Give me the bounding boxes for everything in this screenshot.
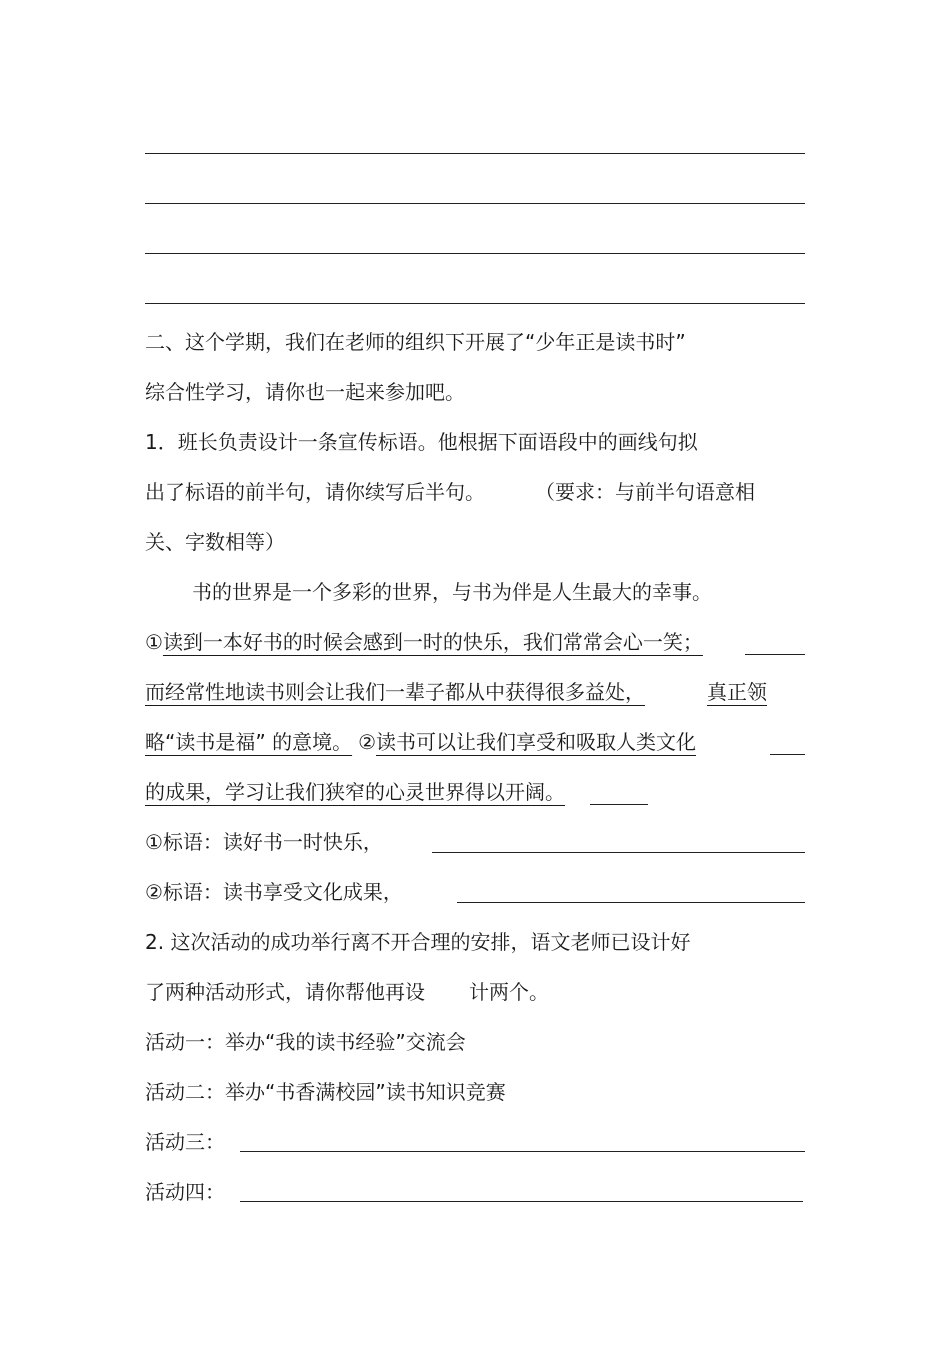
question-2-text bbox=[145, 980, 549, 1004]
underlined-sentence-1: 真正领 bbox=[707, 680, 767, 704]
answer-line[interactable] bbox=[145, 153, 805, 154]
section-two-intro: 二、这个学期，我们在老师的组织下开展了“少年正是读书时” bbox=[145, 330, 686, 354]
slogan-2-label: ②标语：读书享受文化成果， bbox=[145, 880, 403, 904]
question-2-text-part: 了两种活动形式，请你帮他再设 bbox=[145, 980, 425, 1004]
underlined-sentence-1: 略“读书是福” 的意境。 bbox=[145, 730, 353, 754]
answer-line[interactable] bbox=[145, 303, 805, 304]
activity-4-label: 活动四： bbox=[145, 1180, 225, 1204]
activity-3-label: 活动三： bbox=[145, 1130, 225, 1154]
passage-lead: 书的世界是一个多彩的世界，与书为伴是人生最大的幸事。 bbox=[192, 580, 712, 604]
activity-4-answer-line[interactable] bbox=[240, 1201, 803, 1202]
underlined-sentence-1: 而经常性地读书则会让我们一辈子都从中获得很多益处， bbox=[145, 680, 645, 704]
question-1-text: 1．班长负责设计一条宣传标语。他根据下面语段中的画线句拟 bbox=[145, 430, 698, 454]
question-2-text-part: 计两个。 bbox=[469, 980, 549, 1004]
passage-line bbox=[145, 680, 767, 704]
question-2-text: 2. 这次活动的成功举行离不开合理的安排，语文老师已设计好 bbox=[145, 930, 691, 954]
sentence-marker-2: ② bbox=[358, 730, 377, 754]
underline-extension bbox=[745, 654, 805, 655]
activity-2: 活动二：举办“书香满校园”读书知识竞赛 bbox=[145, 1080, 506, 1104]
answer-line[interactable] bbox=[145, 253, 805, 254]
underline-extension bbox=[590, 804, 648, 805]
question-1-text-part: 出了标语的前半句，请你续写后半句。 bbox=[145, 480, 485, 504]
section-two-intro: 综合性学习，请你也一起来参加吧。 bbox=[145, 380, 465, 404]
underline-extension bbox=[770, 754, 805, 755]
passage-line bbox=[145, 780, 565, 804]
slogan-1-answer-line[interactable] bbox=[432, 852, 805, 853]
question-1-text bbox=[145, 480, 755, 504]
underlined-sentence-1: 读到一本好书的时候会感到一时的快乐，我们常常会心一笑； bbox=[162, 630, 703, 654]
passage-line bbox=[145, 730, 696, 754]
underlined-sentence-2: 读书可以让我们享受和吸取人类文化 bbox=[376, 730, 697, 754]
answer-line[interactable] bbox=[145, 203, 805, 204]
sentence-marker-1: ① bbox=[145, 630, 163, 654]
underlined-sentence-2: 的成果，学习让我们狭窄的心灵世界得以开阔。 bbox=[145, 780, 565, 804]
question-1-requirement: 关、字数相等） bbox=[145, 530, 285, 554]
activity-3-answer-line[interactable] bbox=[240, 1151, 805, 1152]
slogan-2-answer-line[interactable] bbox=[457, 902, 805, 903]
slogan-1-label: ①标语：读好书一时快乐， bbox=[145, 830, 383, 854]
activity-1: 活动一：举办“我的读书经验”交流会 bbox=[145, 1030, 466, 1054]
question-1-requirement: （要求：与前半句语意相 bbox=[535, 480, 755, 504]
passage-line bbox=[145, 630, 703, 654]
